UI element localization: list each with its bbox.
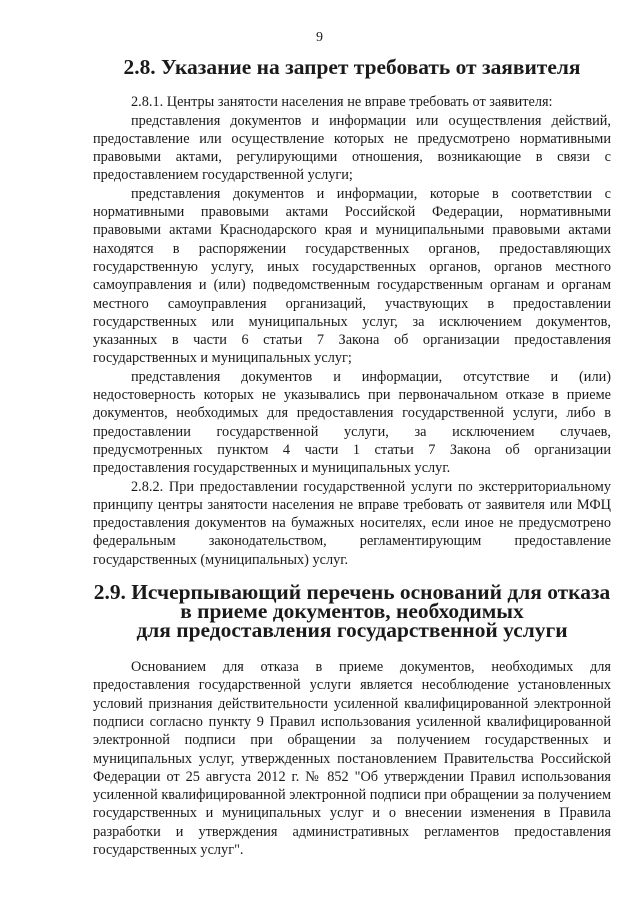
paragraph-requirement-1: представления документов и информации или осуществления действий, предоставление или осуществление которых не предусмотрено нормативными правовыми актами, регулирующими отношения, возникающие в связи с предоставлением государственной услуги;: [93, 112, 611, 184]
section-2-8-title: 2.8. Указание на запрет требовать от заявителя: [123, 55, 581, 79]
paragraph-requirement-2: представления документов и информации, которые в соответствии с нормативными правовыми актами Российской Федерации, нормативными правовыми актами Краснодарского края и муниципальными правовыми актами находятся в распоряжении государственных органов, предоставляющих государственную услугу, иных государственных органов, органов местного самоуправления и (или) подведомственным государственным органам и органам местного самоуправления организаций, участвующих в предоставлении государственных или муниципальных услуг, за исключением документов, указанных в части 6 статьи 7 Закона об организации предоставления государственных и муниципальных услуг;: [93, 185, 611, 367]
document-body: [93, 55, 611, 859]
section-2-9-title: [93, 580, 611, 643]
section-2-9-title-line: для предоставления государственной услуги: [136, 618, 568, 643]
paragraph-refusal-grounds: Основанием для отказа в приеме документов, необходимых для предоставления государственной услуги является несоблюдение установленных условий признания действительности усиленной квалифицированной электронной подписи согласно пункту 9 Правил использования усиленной квалифицированной электронной подписи при обращении за получением государственных и муниципальных услуг, утвержденных постановлением Правительства Российской Федерации от 25 августа 2012 г. № 852 "Об утверждении Правил использования усиленной квалифицированной электронной подписи при обращении за получением государственных и муниципальных услуг и о внесении изменения в Правила разработки и утверждения административных регламентов предоставления государственных услуг".: [93, 659, 611, 858]
section-2-9-title-line: 2.9. Исчерпывающий перечень оснований для отказа: [93, 580, 611, 605]
paragraph-requirement-3: представления документов и информации, отсутствие и (или) недостоверность которых не указывались при первоначальном отказе в приеме документов, необходимых для предоставления государственной услуги, либо в предоставлении государственной услуги, за исключением случаев, предусмотренных пунктом 4 части 1 статьи 7 Закона об организации предоставления государственных и муниципальных услуг.: [93, 368, 611, 477]
paragraph-2-8-1: 2.8.1. Центры занятости населения не вправе требовать от заявителя:: [131, 94, 553, 111]
section-2-9-title-line: в приеме документов, необходимых: [180, 599, 524, 624]
page-number: 9: [316, 30, 323, 45]
paragraph-2-8-2: 2.8.2. При предоставлении государственной услуги по экстерриториальному принципу центры занятости населения не вправе требовать от заявителя или МФЦ предоставления документов на бумажных носителях, если иное не предусмотрено федеральным законодательством, регламентирующим предоставление государственных (муниципальных) услуг.: [93, 478, 611, 568]
